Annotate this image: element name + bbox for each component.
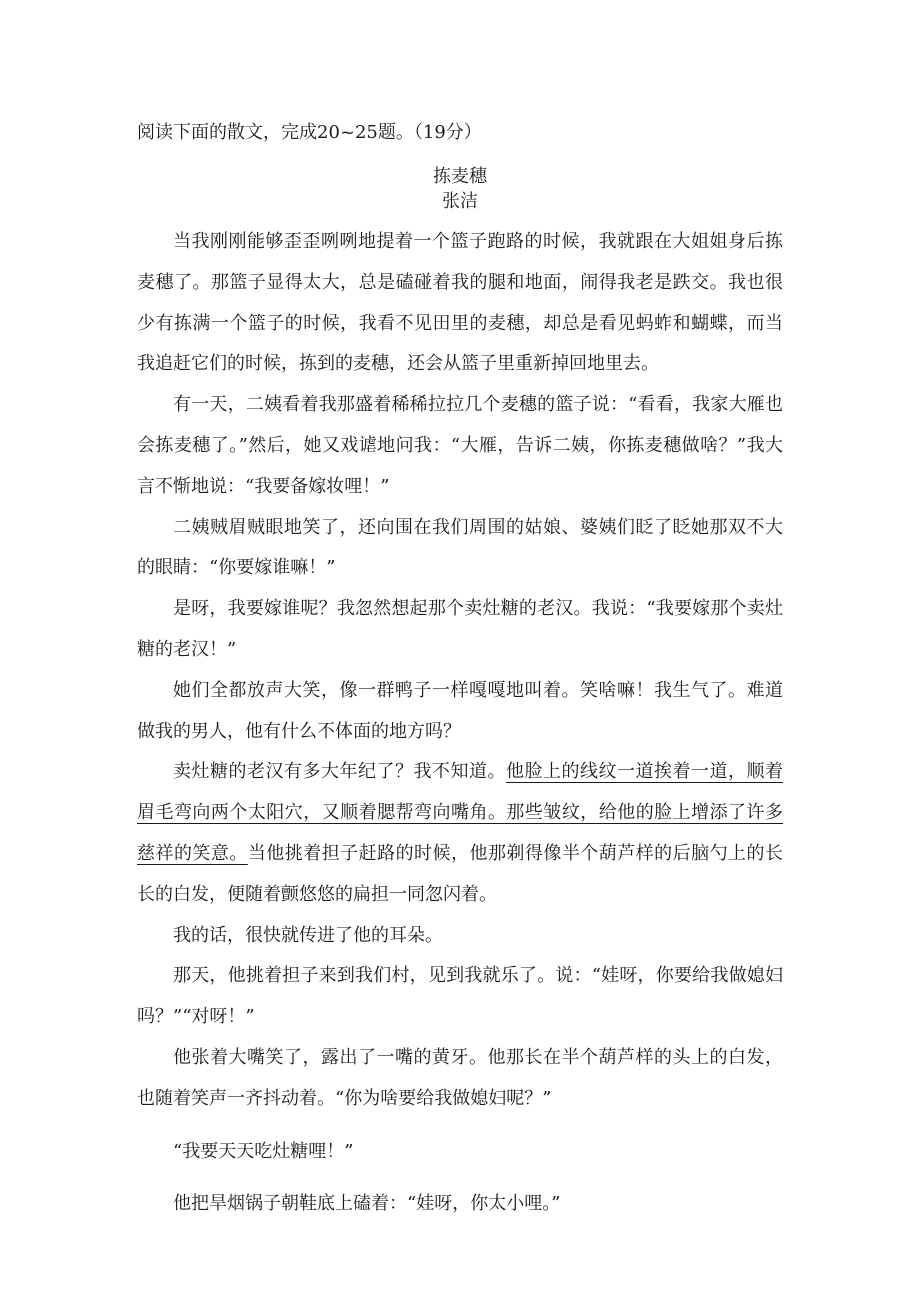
paragraph-8: 那天，他挑着担子来到我们村，见到我就乐了。说：“娃呀，你要给我做媳妇吗？”“对呀！” <box>137 965 783 1028</box>
paragraph-6-lead: 卖灶糖的老汉有多大年纪了？我不知道。 <box>173 761 506 783</box>
paragraph-10: “我要天天吃灶糖哩！” <box>173 1140 354 1162</box>
paragraph-7: 我的话，很快就传进了他的耳朵。 <box>173 924 443 946</box>
essay-body <box>137 222 783 1225</box>
underlined-sentence: 他脸上的线纹一道挨着一道，顺着眉毛弯向两个太阳穴，又顺着腮帮弯向嘴角。那些皱纹，给他的脸上增添了许多慈祥的笑意。 <box>137 761 783 864</box>
paragraph-4: 是呀，我要嫁谁呢？我忽然想起那个卖灶糖的老汉。我说：“我要嫁那个卖灶糖的老汉！” <box>137 598 783 660</box>
paragraph-6-tail: 当他挑着担子赶路的时候，他那剃得像半个葫芦样的后脑勺上的长长的白发，便随着颤悠悠的扁担一同忽闪着。 <box>137 842 784 905</box>
paragraph-11: 他把旱烟锅子朝鞋底上磕着：“娃呀，你太小哩。” <box>173 1193 561 1215</box>
question-intro: 阅读下面的散文，完成20~25题。（19分） <box>137 122 482 143</box>
paragraph-3: 二姨贼眉贼眼地笑了，还向围在我们周围的姑娘、婆姨们眨了眨她那双不大的眼睛：“你要嫁谁嘛！” <box>137 516 783 579</box>
paragraph-1: 当我刚刚能够歪歪咧咧地提着一个篮子跑路的时候，我就跟在大姐姐身后拣麦穗了。那篮子显得太大，总是磕碰着我的腿和地面，闹得我老是跌交。我也很少有拣满一个篮子的时候，我看不见田里的麦穗，却总是看见蚂蚱和蝴蝶，而当我追赶它们的时候，拣到的麦穗，还会从篮子里重新掉回地里去。 <box>137 231 783 375</box>
paragraph-6 <box>137 752 783 915</box>
paragraph-5: 她们全都放声大笑，像一群鸭子一样嘎嘎地叫着。笑啥嘛！我生气了。难道做我的男人，他有什么不体面的地方吗？ <box>137 679 783 742</box>
paragraph-2: 有一天，二姨看着我那盛着稀稀拉拉几个麦穗的篮子说：“看看，我家大雁也会拣麦穗了。”然后，她又戏谑地问我：“大雁，告诉二姨，你拣麦穗做啥？”我大言不惭地说：“我要备嫁妆哩！” <box>137 394 783 497</box>
essay-author: 张洁 <box>442 191 478 212</box>
essay-title: 拣麦穗 <box>433 166 487 187</box>
paragraph-9: 他张着大嘴笑了，露出了一嘴的黄牙。他那长在半个葫芦样的头上的白发，也随着笑声一齐抖动着。“你为啥要给我做媳妇呢？” <box>137 1046 783 1109</box>
